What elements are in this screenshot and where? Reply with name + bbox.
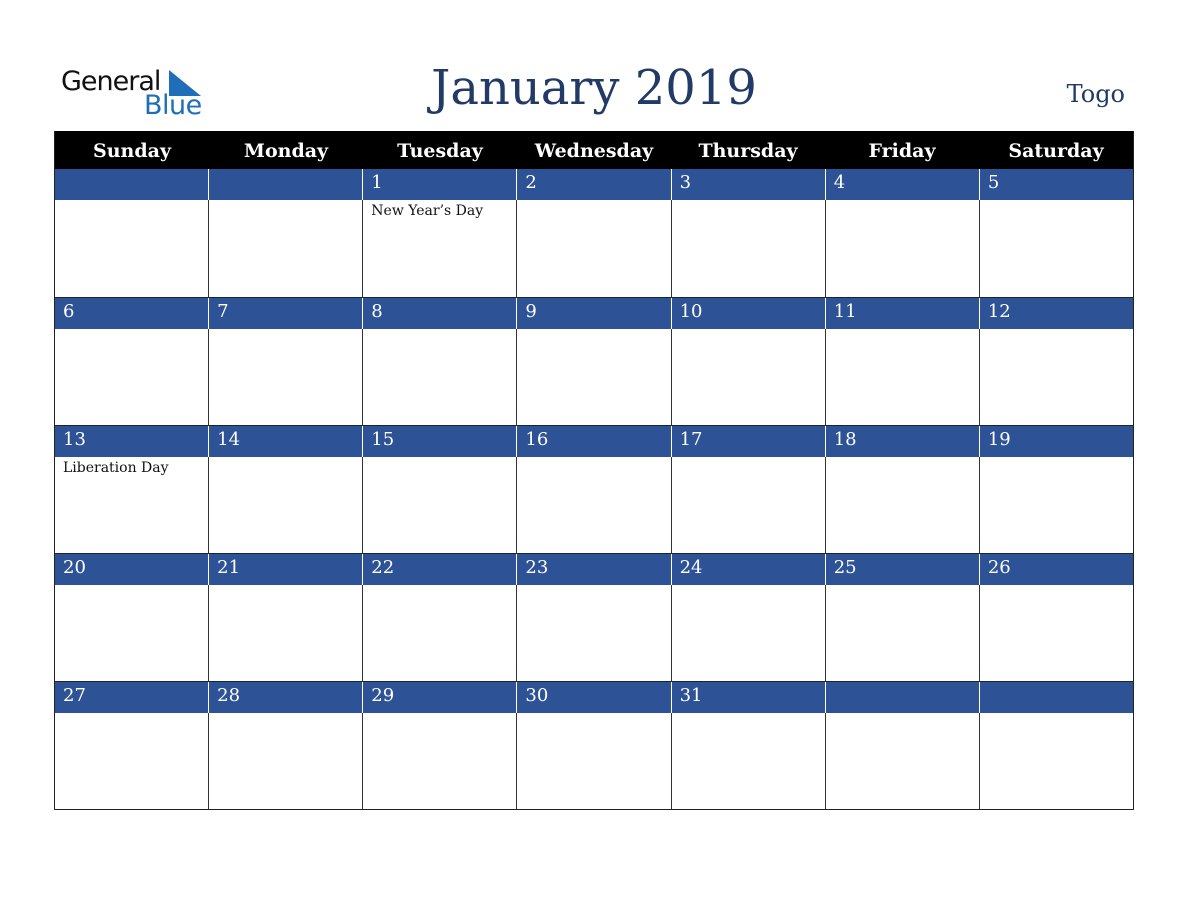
date-number: 29: [362, 682, 516, 713]
date-number: 7: [208, 298, 362, 329]
day-cell-event: [825, 713, 979, 809]
day-cell-event: [825, 329, 979, 425]
week-date-bar: [55, 297, 1133, 329]
week-body: [55, 200, 1133, 297]
date-number: [825, 682, 979, 713]
day-cell-event: [55, 713, 208, 809]
day-cell-event: [671, 329, 825, 425]
day-cell-event: [825, 457, 979, 553]
weekday-sunday: Sunday: [93, 140, 171, 162]
date-number: 11: [825, 298, 979, 329]
weekday-saturday: Saturday: [1008, 140, 1104, 162]
day-cell-event: [362, 457, 516, 553]
week-row: [55, 681, 1133, 809]
day-cell-event: [208, 457, 362, 553]
day-cell-event: [362, 329, 516, 425]
date-number: 5: [979, 169, 1133, 200]
date-number: 28: [208, 682, 362, 713]
date-number: 21: [208, 554, 362, 585]
day-cell-event: [825, 200, 979, 297]
day-cell-event: [516, 713, 670, 809]
date-number: 20: [63, 557, 86, 578]
week-date-bar: [55, 425, 1133, 457]
date-number: 10: [671, 298, 825, 329]
date-number: 31: [671, 682, 825, 713]
logo-general-text: General: [61, 66, 161, 97]
week-row: [55, 425, 1133, 553]
calendar-grid: [54, 131, 1134, 810]
weekday-friday: Friday: [868, 140, 936, 162]
week-date-bar: [55, 553, 1133, 585]
date-number: 3: [671, 169, 825, 200]
day-cell-event: [979, 457, 1133, 553]
day-cell-event: [516, 200, 670, 297]
week-body: [55, 457, 1133, 553]
day-cell-event: [362, 585, 516, 681]
day-cell-event: [55, 585, 208, 681]
calendar-title: January 2019: [431, 60, 757, 116]
day-cell-event: [671, 585, 825, 681]
weekday-header-row: [55, 131, 1133, 169]
date-number: [208, 169, 362, 200]
day-cell-event: [825, 585, 979, 681]
week-body: [55, 329, 1133, 425]
day-cell-event: [979, 713, 1133, 809]
weekday-thursday: Thursday: [698, 140, 798, 162]
day-cell-event: Liberation Day: [63, 460, 169, 476]
day-cell-event: [516, 329, 670, 425]
logo-blue-text: Blue: [144, 90, 202, 121]
date-number: 4: [825, 169, 979, 200]
date-number: 6: [63, 301, 75, 322]
date-number: 30: [516, 682, 670, 713]
date-number: 23: [516, 554, 670, 585]
date-number: 9: [516, 298, 670, 329]
date-number: 27: [63, 685, 86, 706]
date-number: 14: [208, 426, 362, 457]
day-cell-event: [55, 200, 208, 297]
date-number: 24: [671, 554, 825, 585]
week-date-bar: [55, 681, 1133, 713]
weekday-tuesday: Tuesday: [397, 140, 483, 162]
day-cell-event: [208, 713, 362, 809]
weekday-wednesday: Wednesday: [534, 140, 654, 162]
week-date-bar: [55, 169, 1133, 200]
day-cell-event: [516, 457, 670, 553]
week-row: [55, 169, 1133, 297]
date-number: 15: [362, 426, 516, 457]
week-row: [55, 297, 1133, 425]
weeks-container: [55, 169, 1133, 809]
day-cell-event: [208, 200, 362, 297]
day-cell-event: [516, 585, 670, 681]
day-cell-event: [208, 329, 362, 425]
weekday-monday: Monday: [243, 140, 329, 162]
date-number: 8: [362, 298, 516, 329]
date-number: 13: [63, 429, 86, 450]
day-cell-event: [362, 713, 516, 809]
day-cell-event: [671, 713, 825, 809]
date-number: 1: [362, 169, 516, 200]
date-number: 26: [979, 554, 1133, 585]
day-cell-event: [671, 457, 825, 553]
week-row: [55, 553, 1133, 681]
week-body: [55, 585, 1133, 681]
date-number: [979, 682, 1133, 713]
day-cell-event: [55, 329, 208, 425]
date-number: 12: [979, 298, 1133, 329]
week-body: [55, 713, 1133, 809]
day-cell-event: [979, 329, 1133, 425]
date-number: 19: [979, 426, 1133, 457]
date-number: [55, 169, 208, 200]
date-number: 25: [825, 554, 979, 585]
date-number: 17: [671, 426, 825, 457]
date-number: 16: [516, 426, 670, 457]
day-cell-event: [979, 585, 1133, 681]
date-number: 22: [362, 554, 516, 585]
day-cell-event: [208, 585, 362, 681]
day-cell-event: [979, 200, 1133, 297]
date-number: 18: [825, 426, 979, 457]
day-cell-event: New Year’s Day: [362, 200, 516, 297]
date-number: 2: [516, 169, 670, 200]
country-label: Togo: [1066, 80, 1125, 108]
day-cell-event: [671, 200, 825, 297]
